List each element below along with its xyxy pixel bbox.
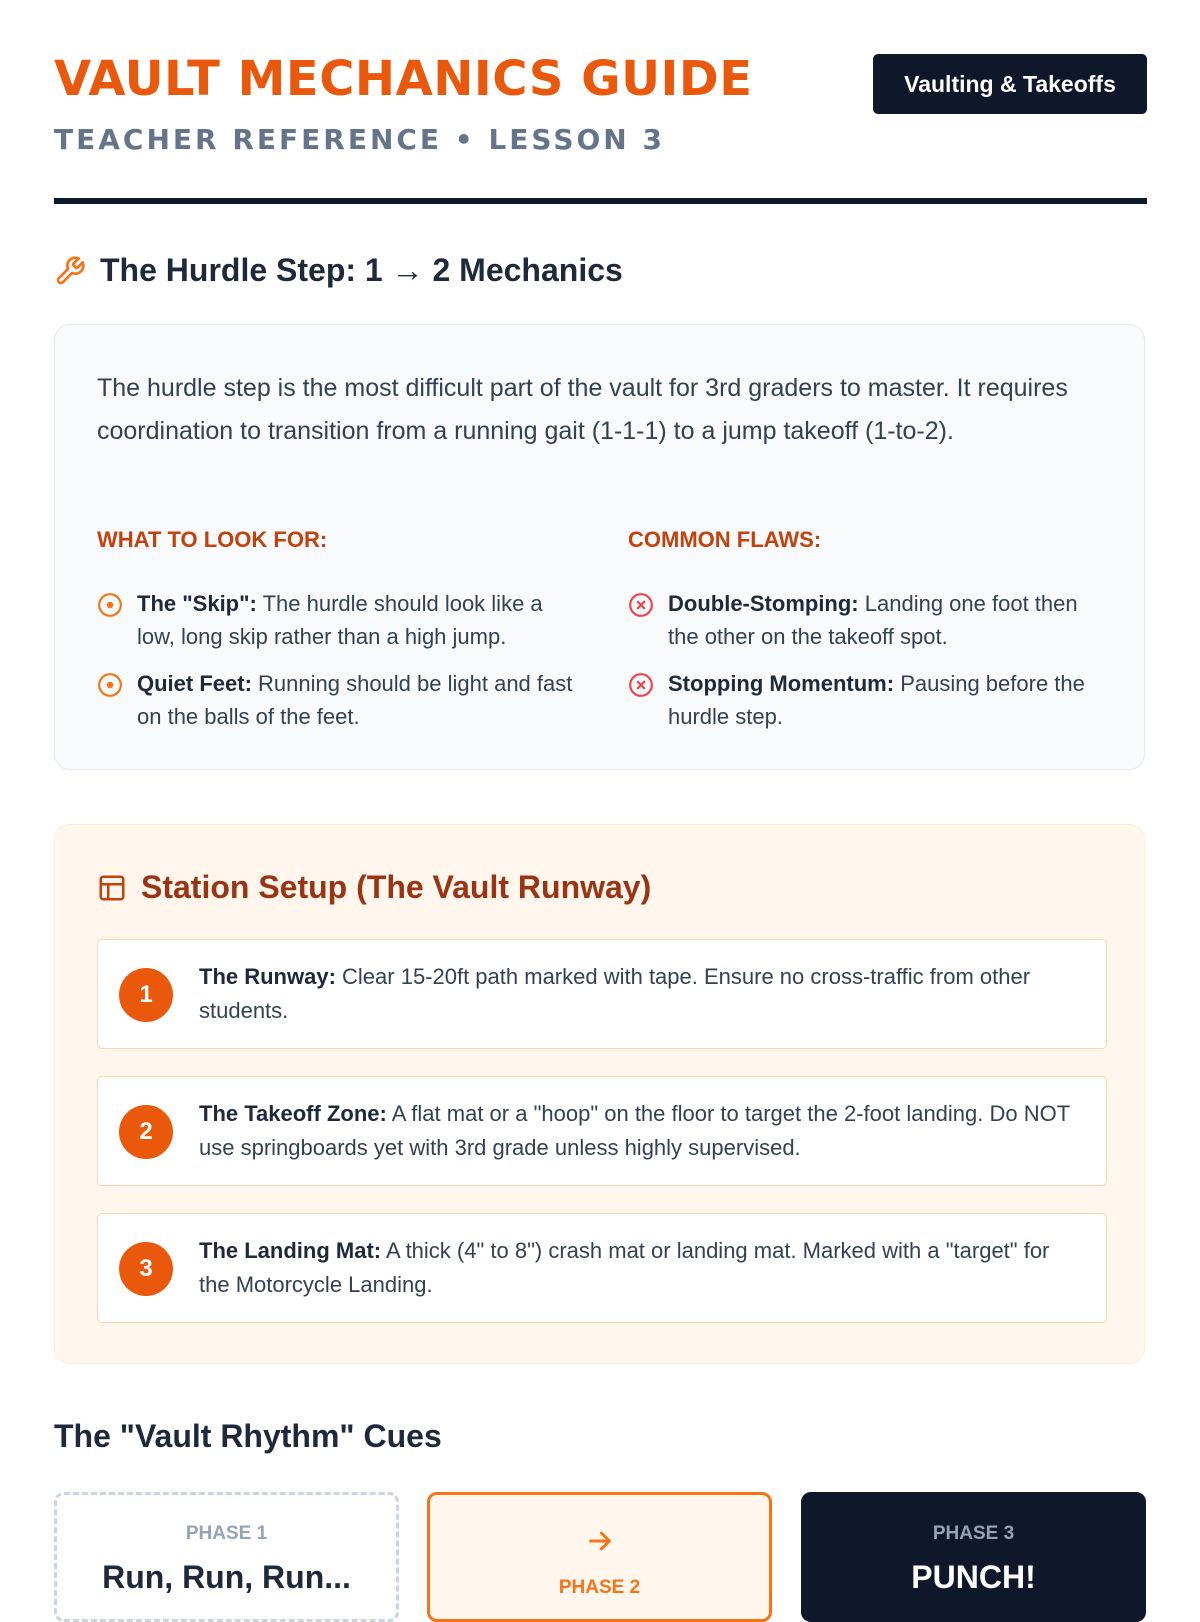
hurdle-card [54, 324, 1145, 770]
setup-step [97, 1076, 1107, 1186]
target-icon [97, 672, 123, 698]
phase-card-3 [801, 1492, 1146, 1622]
flaw-item-title: Double-Stomping: [668, 591, 859, 616]
phase-cue: PUNCH! [911, 1559, 1036, 1595]
layout-icon [97, 873, 127, 903]
header [54, 0, 1147, 204]
look-for-title: WHAT TO LOOK FOR: [97, 527, 328, 552]
flaw-item-text: Pausing before the hurdle step. [668, 671, 1085, 729]
phase-label: PHASE 2 [558, 1577, 641, 1598]
topic-tag: Vaulting & Takeoffs [873, 54, 1147, 114]
page [54, 0, 1147, 1598]
phase-label: PHASE 3 [932, 1523, 1015, 1544]
wrench-icon [54, 255, 86, 287]
look-for-item [97, 667, 577, 733]
flaws-title: COMMON FLAWS: [628, 527, 822, 552]
station-header [97, 869, 651, 906]
page-subtitle: TEACHER REFERENCE • LESSON 3 [54, 123, 665, 156]
x-circle-icon [628, 672, 654, 698]
flaw-item-text: Landing one foot then the other on the takeoff spot. [668, 591, 1078, 649]
step-number: 1 [119, 968, 173, 1022]
phase-cue: Run, Run, Run... [102, 1559, 351, 1595]
hurdle-heading: The Hurdle Step: 1 → 2 Mechanics [100, 252, 623, 288]
page-title: VAULT MECHANICS GUIDE [54, 51, 753, 107]
step-text [199, 1234, 1079, 1302]
step-number: 3 [119, 1242, 173, 1296]
step-title: The Landing Mat: [199, 1238, 382, 1263]
rhythm-heading: The "Vault Rhythm" Cues [54, 1418, 442, 1454]
flaw-item [628, 667, 1108, 733]
phase-card-2 [427, 1492, 772, 1622]
look-for-item [97, 587, 577, 653]
flaw-item-title: Stopping Momentum: [668, 671, 895, 696]
step-title: The Takeoff Zone: [199, 1101, 387, 1126]
step-text [199, 960, 1079, 1028]
phase-label: PHASE 1 [185, 1523, 268, 1544]
look-for-item-text: The hurdle should look like a low, long skip rather than a high jump. [137, 591, 543, 649]
station-heading: Station Setup (The Vault Runway) [141, 869, 652, 905]
setup-step [97, 939, 1107, 1049]
arrow-right-icon [584, 1525, 616, 1562]
hurdle-section-header [54, 252, 623, 289]
look-for-item-title: Quiet Feet: [137, 671, 252, 696]
target-icon [97, 592, 123, 618]
step-description: A flat mat or a "hoop" on the floor to target the 2-foot landing. Do NOT use springboards yet with 3rd grade unless highly supervised. [199, 1101, 1070, 1160]
station-card [54, 824, 1145, 1364]
step-description: Clear 15-20ft path marked with tape. Ensure no cross-traffic from other students. [199, 964, 1031, 1023]
look-for-item-text: Running should be light and fast on the balls of the feet. [137, 671, 573, 729]
step-title: The Runway: [199, 964, 336, 989]
step-text [199, 1097, 1079, 1165]
flaw-item [628, 587, 1108, 653]
phase-card-1 [54, 1492, 399, 1622]
step-description: A thick (4" to 8") crash mat or landing mat. Marked with a "target" for the Motorcycle Landing. [199, 1238, 1050, 1297]
hurdle-intro: The hurdle step is the most difficult part of the vault for 3rd graders to master. It requires coordination to transition from a running gait (1-1-1) to a jump takeoff (1-to-2). [97, 374, 1068, 445]
x-circle-icon [628, 592, 654, 618]
flaws-column [628, 525, 1108, 747]
look-for-item-title: The "Skip": [137, 591, 257, 616]
setup-step [97, 1213, 1107, 1323]
step-number: 2 [119, 1105, 173, 1159]
look-for-column [97, 525, 577, 747]
